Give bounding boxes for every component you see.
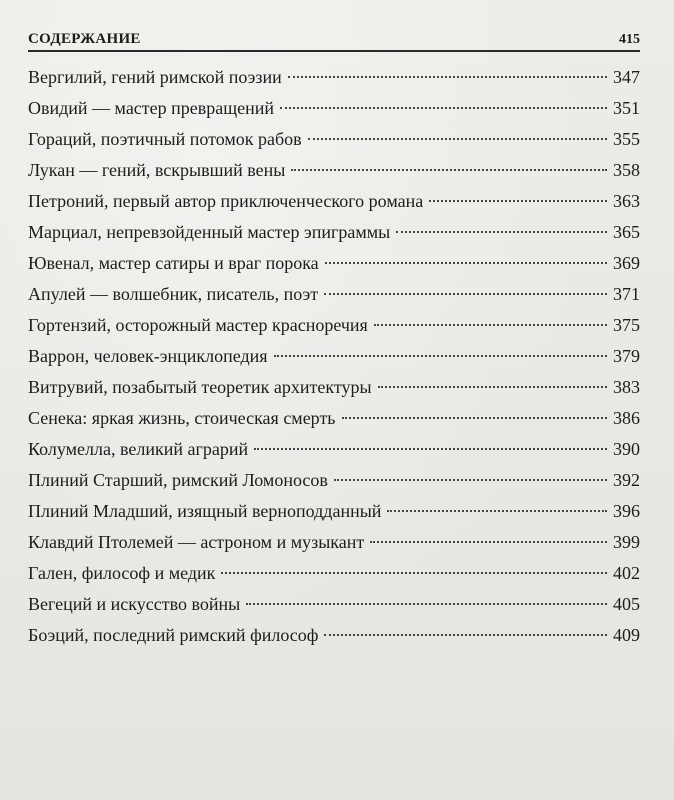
toc-entry: [28, 434, 640, 465]
table-of-contents: [28, 62, 640, 651]
dot-leader: [429, 200, 607, 202]
toc-entry-page: 409: [613, 625, 640, 645]
dot-leader: [387, 510, 607, 512]
toc-entry-title: Плиний Старший, римский Ломоносов: [28, 470, 328, 490]
toc-entry: [28, 403, 640, 434]
dot-leader: [246, 603, 607, 605]
toc-entry-page: 386: [613, 408, 640, 428]
dot-leader: [221, 572, 607, 574]
dot-leader: [254, 448, 607, 450]
toc-entry-title: Вергилий, гений римской поэзии: [28, 67, 282, 87]
toc-entry-title: Варрон, человек-энциклопедия: [28, 346, 268, 366]
dot-leader: [370, 541, 607, 543]
toc-entry-title: Марциал, непревзойденный мастер эпиграммы: [28, 222, 391, 242]
toc-entry-page: 383: [613, 377, 640, 397]
toc-entry: [28, 93, 640, 124]
dot-leader: [274, 355, 607, 357]
dot-leader: [325, 262, 607, 264]
toc-entry-title: Боэций, последний римский философ: [28, 625, 319, 645]
toc-entry-page: 390: [613, 439, 640, 459]
toc-entry-page: 405: [613, 594, 640, 614]
toc-entry-title: Плиний Младший, изящный верноподданный: [28, 501, 382, 521]
toc-entry: [28, 124, 640, 155]
toc-entry-title: Гален, философ и медик: [28, 563, 216, 583]
dot-leader: [291, 169, 607, 171]
toc-entry-page: 355: [613, 129, 640, 149]
toc-entry-title: Витрувий, позабытый теоретик архитектуры: [28, 377, 372, 397]
toc-entry-page: 402: [613, 563, 640, 583]
toc-entry-page: 347: [613, 67, 640, 87]
dot-leader: [308, 138, 607, 140]
toc-entry-title: Лукан — гений, вскрывший вены: [28, 160, 286, 180]
toc-entry-title: Колумелла, великий аграрий: [28, 439, 249, 459]
toc-entry-title: Сенека: яркая жизнь, стоическая смерть: [28, 408, 336, 428]
toc-entry: [28, 589, 640, 620]
dot-leader: [334, 479, 607, 481]
section-title: СОДЕРЖАНИЕ: [28, 31, 141, 47]
running-header: [28, 22, 640, 48]
toc-entry-page: 369: [613, 253, 640, 273]
toc-entry-title: Гортензий, осторожный мастер красноречия: [28, 315, 368, 335]
toc-entry-page: 371: [613, 284, 640, 304]
toc-entry-page: 351: [613, 98, 640, 118]
toc-entry-page: 379: [613, 346, 640, 366]
toc-entry: [28, 62, 640, 93]
toc-entry-page: 358: [613, 160, 640, 180]
toc-entry-title: Петроний, первый автор приключенческого романа: [28, 191, 424, 211]
dot-leader: [324, 293, 607, 295]
toc-entry-page: 365: [613, 222, 640, 242]
toc-entry-title: Овидий — мастер превращений: [28, 98, 275, 118]
header-rule: [28, 50, 640, 52]
toc-entry: [28, 341, 640, 372]
toc-entry: [28, 496, 640, 527]
dot-leader: [396, 231, 607, 233]
toc-entry: [28, 620, 640, 651]
dot-leader: [378, 386, 607, 388]
toc-entry-title: Клавдий Птолемей — астроном и музыкант: [28, 532, 365, 552]
toc-entry-page: 392: [613, 470, 640, 490]
dot-leader: [288, 76, 607, 78]
toc-entry-title: Апулей — волшебник, писатель, поэт: [28, 284, 319, 304]
toc-entry-title: Гораций, поэтичный потомок рабов: [28, 129, 302, 149]
toc-entry-page: 399: [613, 532, 640, 552]
dot-leader: [342, 417, 607, 419]
toc-entry: [28, 465, 640, 496]
toc-entry: [28, 527, 640, 558]
dot-leader: [324, 634, 607, 636]
toc-entry: [28, 279, 640, 310]
toc-entry: [28, 186, 640, 217]
dot-leader: [374, 324, 607, 326]
toc-entry-page: 363: [613, 191, 640, 211]
dot-leader: [280, 107, 607, 109]
toc-entry-page: 375: [613, 315, 640, 335]
toc-entry: [28, 372, 640, 403]
toc-entry: [28, 310, 640, 341]
toc-entry-page: 396: [613, 501, 640, 521]
toc-entry: [28, 217, 640, 248]
toc-entry-title: Вегеций и искусство войны: [28, 594, 241, 614]
toc-entry-title: Ювенал, мастер сатиры и враг порока: [28, 253, 319, 273]
page-number: 415: [619, 32, 640, 47]
toc-entry: [28, 248, 640, 279]
toc-entry: [28, 155, 640, 186]
toc-entry: [28, 558, 640, 589]
